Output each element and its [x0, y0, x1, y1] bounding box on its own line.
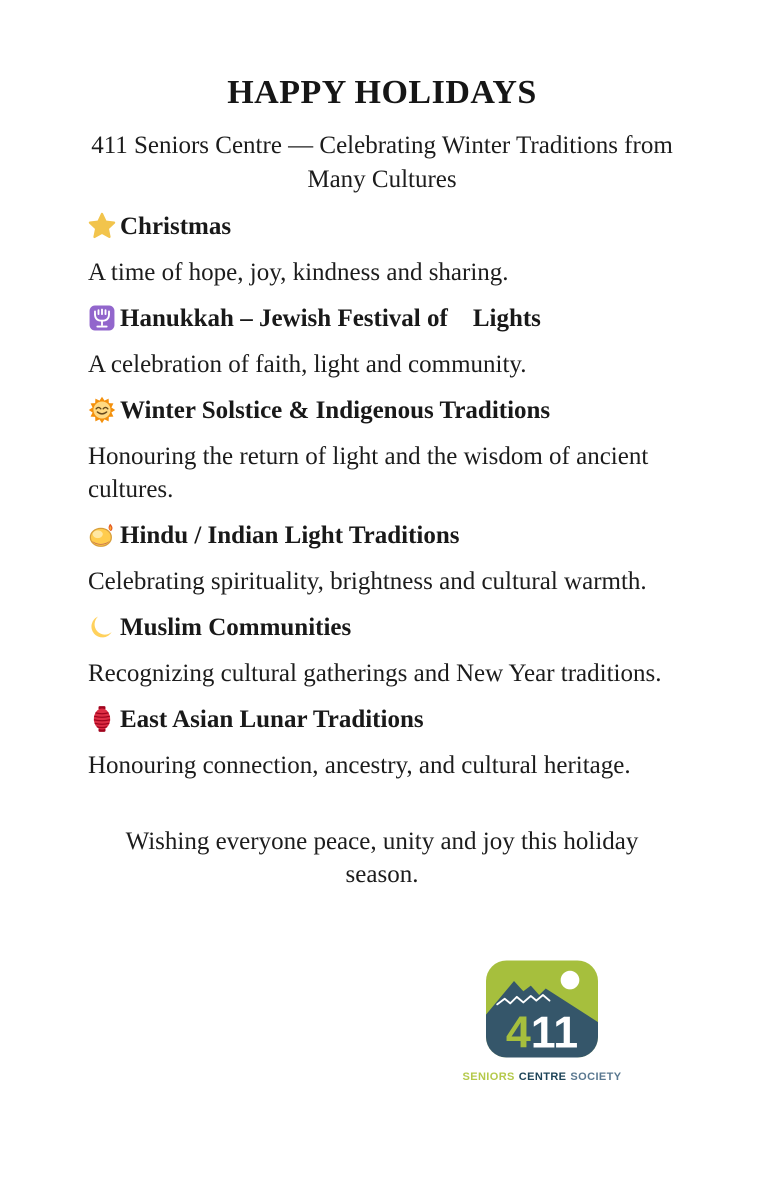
- logo-411-icon: [466, 957, 618, 1066]
- section-body: Honouring the return of light and the wisdom of ancient cultures.: [88, 442, 649, 503]
- section-heading: [88, 302, 676, 335]
- closing-message: Wishing everyone peace, unity and joy this holiday season.: [125, 827, 639, 888]
- svg-text:411: 411: [505, 1007, 579, 1058]
- red-paper-lantern-icon: [88, 705, 116, 733]
- star-icon: [88, 212, 116, 240]
- section-heading-label: Christmas: [120, 212, 232, 240]
- crescent-moon-icon: [88, 613, 116, 641]
- section-body: Honouring connection, ancestry, and cultural heritage.: [88, 751, 631, 779]
- section-heading: [88, 210, 676, 243]
- section-heading-label: Winter Solstice & Indigenous Traditions: [120, 396, 551, 424]
- logo-caption-word: SENIORS: [462, 1070, 515, 1083]
- section-christmas: [88, 210, 676, 289]
- organization-logo: [462, 957, 622, 1083]
- logo-caption-word: SOCIETY: [570, 1070, 622, 1083]
- section-heading-label: Hanukkah – Jewish Festival of Lights: [120, 304, 541, 332]
- sun-with-face-icon: [88, 396, 116, 424]
- section-muslim-communities: [88, 611, 676, 690]
- section-heading-label: East Asian Lunar Traditions: [120, 705, 424, 733]
- section-hindu-indian: [88, 519, 676, 598]
- logo-caption-word: CENTRE: [518, 1070, 567, 1083]
- section-heading: [88, 611, 676, 644]
- section-body: Celebrating spirituality, brightness and cultural warmth.: [88, 567, 647, 595]
- section-heading: [88, 394, 676, 427]
- section-hanukkah: [88, 302, 676, 381]
- section-heading: [88, 703, 676, 736]
- section-body: A time of hope, joy, kindness and sharing.: [88, 258, 509, 286]
- section-body: A celebration of faith, light and community.: [88, 350, 527, 378]
- section-body: Recognizing cultural gatherings and New Year traditions.: [88, 659, 662, 687]
- page-title: HAPPY HOLIDAYS: [227, 74, 537, 111]
- section-heading-label: Hindu / Indian Light Traditions: [120, 521, 460, 549]
- logo-caption: [462, 1070, 622, 1083]
- diya-lamp-icon-wrap: [88, 519, 676, 552]
- section-winter-solstice: [88, 394, 676, 506]
- section-east-asian-lunar: [88, 703, 676, 782]
- page-subtitle: 411 Seniors Centre — Celebrating Winter Traditions from Many Cultures: [91, 131, 673, 193]
- menorah-icon: [88, 304, 116, 332]
- diya-lamp-icon: [88, 521, 116, 549]
- section-heading-label: Muslim Communities: [120, 613, 352, 641]
